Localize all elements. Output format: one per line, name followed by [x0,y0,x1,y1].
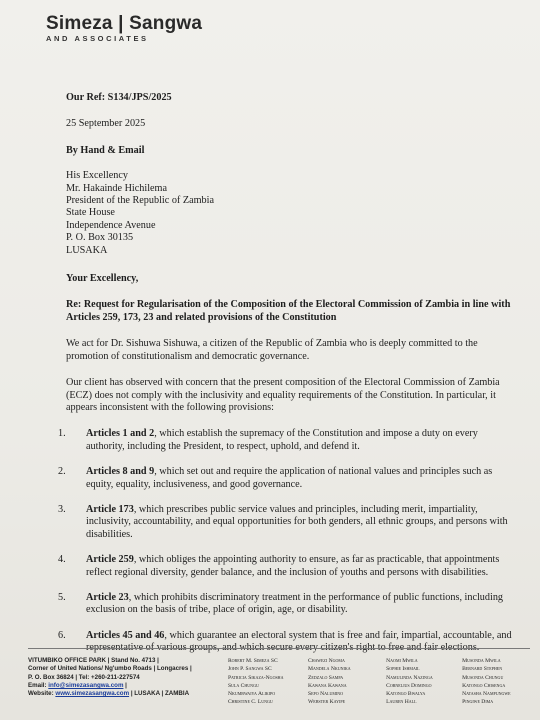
intro-paragraph: We act for Dr. Sishuwa Sishuwa, a citizen of the Republic of Zambia who is deeply committed to the promotion of constitutionalism and democratic governance. [66,338,478,362]
letter-body [58,92,512,668]
item-number: 1. [58,428,66,440]
partner-name: John P. Sangwa SC [227,666,272,673]
addressee-line: State House [66,207,115,219]
partner-name: Musonda Mwila [462,658,501,664]
item-text: , which obliges the appointing authority to ensure, as far as practicable, that appointments reflect regional diversity, gender balance, and the inclusion of youths and persons with disabilities. [86,554,500,578]
partner-name: Katongo Bwalya [386,691,426,698]
delivery-method: By Hand & Email [66,144,145,156]
office-line: P. O. Box 36824 | Tel: +260-211-227574 [28,673,140,681]
firm-name: Simeza | Sangwa [46,13,203,34]
addressee-line: Mr. Hakainde Hichilema [66,182,167,194]
provisions-list [58,428,512,654]
partner-name: Robert M. Simeza SC [227,658,278,664]
partner-name: Bernard Stephen [462,666,503,673]
list-item [58,554,512,579]
email-end: | [123,681,127,689]
partner-name: Natasha Nampungwe [462,691,511,698]
partner-name: Lauren Hall [386,699,417,706]
item-title: Articles 1 and 2 [86,428,155,440]
letter-date: 25 September 2025 [66,118,146,130]
office-line: VITUMBIKO OFFICE PARK | Stand No. 4713 | [28,657,159,664]
office-line: Corner of United Nations/ Ng'umbo Roads | Longacres | [28,665,192,673]
item-number: 2. [58,466,66,478]
addressee-block [66,170,512,257]
letter-footer [28,648,530,707]
salutation: Your Excellency, [66,273,139,285]
partners-column [462,657,530,707]
partner-name: Sophie Ishmail [386,666,420,673]
partner-name: Cornelius Domingo [386,682,432,689]
item-title: Article 173 [86,503,134,515]
office-address [28,657,222,707]
item-number: 3. [58,503,66,515]
addressee-line: Independence Avenue [66,219,156,231]
list-item [58,428,512,453]
addressee-line: His Excellency [66,170,128,182]
item-text: , which prohibits discriminatory treatment in the performance of public functions, including exclusion on the basis of tribe, place of origin, age, or disability. [86,591,504,616]
website-link[interactable]: www.simezasangwa.com [55,690,130,698]
addressee-line: President of the Republic of Zambia [66,195,214,207]
item-number: 5. [58,591,66,603]
item-title: Article 23 [86,591,129,603]
item-text: , which establish the supremacy of the Constitution and impose a duty on every authority, including the President, to respect, uphold, and defend it. [86,428,478,452]
reference: Our Ref: S134/JPS/2025 [66,92,172,103]
list-item [58,503,512,541]
partner-name: Webster Kayipe [308,699,346,706]
email-link[interactable]: info@simezasangwa.com [48,681,124,689]
partner-name: Naomi Mwila [386,658,418,664]
partner-name: Sepo Nalumino [308,691,343,698]
list-item [58,591,512,617]
partner-name: Sula Chungu [227,682,259,689]
item-text: , which set out and require the application of national values and principles such as equity, equality, inclusiveness, and good governance. [86,466,493,490]
partner-name: Kawana Kawana [308,682,347,689]
partner-name: Musonda Chungu [462,674,504,681]
item-number: 6. [58,629,66,641]
website-label: Website: [28,690,56,698]
item-number: 4. [58,554,66,566]
partners-column [308,657,368,707]
item-text: , which prescribes public service values and principles, including merit, impartiality, inclusivity, accountability, and equal opportunities for both genders, all ethnic groups, and persons with disabilities. [86,503,508,540]
partner-name: Katongo Chisenga [462,682,506,689]
addressee-line: P. O. Box 30135 [66,232,134,244]
list-item [58,466,512,491]
website-line [28,690,222,698]
item-title: Article 259 [86,554,134,566]
firm-subtitle: AND ASSOCIATES [46,34,149,43]
email-line [28,682,222,690]
partner-name: Nkumbwaiya Alikipo [227,691,276,698]
partner-name: Patricia Sikaza-Ngosha [227,674,284,681]
website-end: | LUSAKA | ZAMBIA [129,690,190,698]
partner-name: Christine C. Lungu [227,699,273,706]
partner-name: Namulinda Nazinga [386,674,433,681]
partner-name: Zedzalo Sampa [308,674,344,681]
partner-name: Chawezi Ngoma [308,658,345,664]
subject-line: Re: Request for Regularisation of the Composition of the Electoral Commission of Zambia in line with Articles 259, 173, 23 and related provisions of the Constitution [66,299,511,323]
addressee-line: LUSAKA [66,244,108,256]
email-label: Email: [28,681,49,689]
partners-column [228,657,290,707]
item-title: Articles 45 and 46 [86,629,165,641]
item-text: , which guarantee an electoral system that is free and fair, impartial, accountable, and representative of various groups, and which secure every citizen's right to free and fair elections. [86,629,512,654]
concern-paragraph: Our client has observed with concern that the present composition of the Electoral Commission of Zambia (ECZ) does not comply with the inclusivity and equality requirements of the Constitution. In particular, it appears inconsistent with the following provisions: [66,377,500,413]
firm-logo [46,13,202,43]
partners-column [386,657,450,707]
item-title: Articles 8 and 9 [86,466,155,478]
partner-name: Pingiwe Dima [462,699,494,706]
partner-name: Mandela Nkunika [308,666,351,673]
